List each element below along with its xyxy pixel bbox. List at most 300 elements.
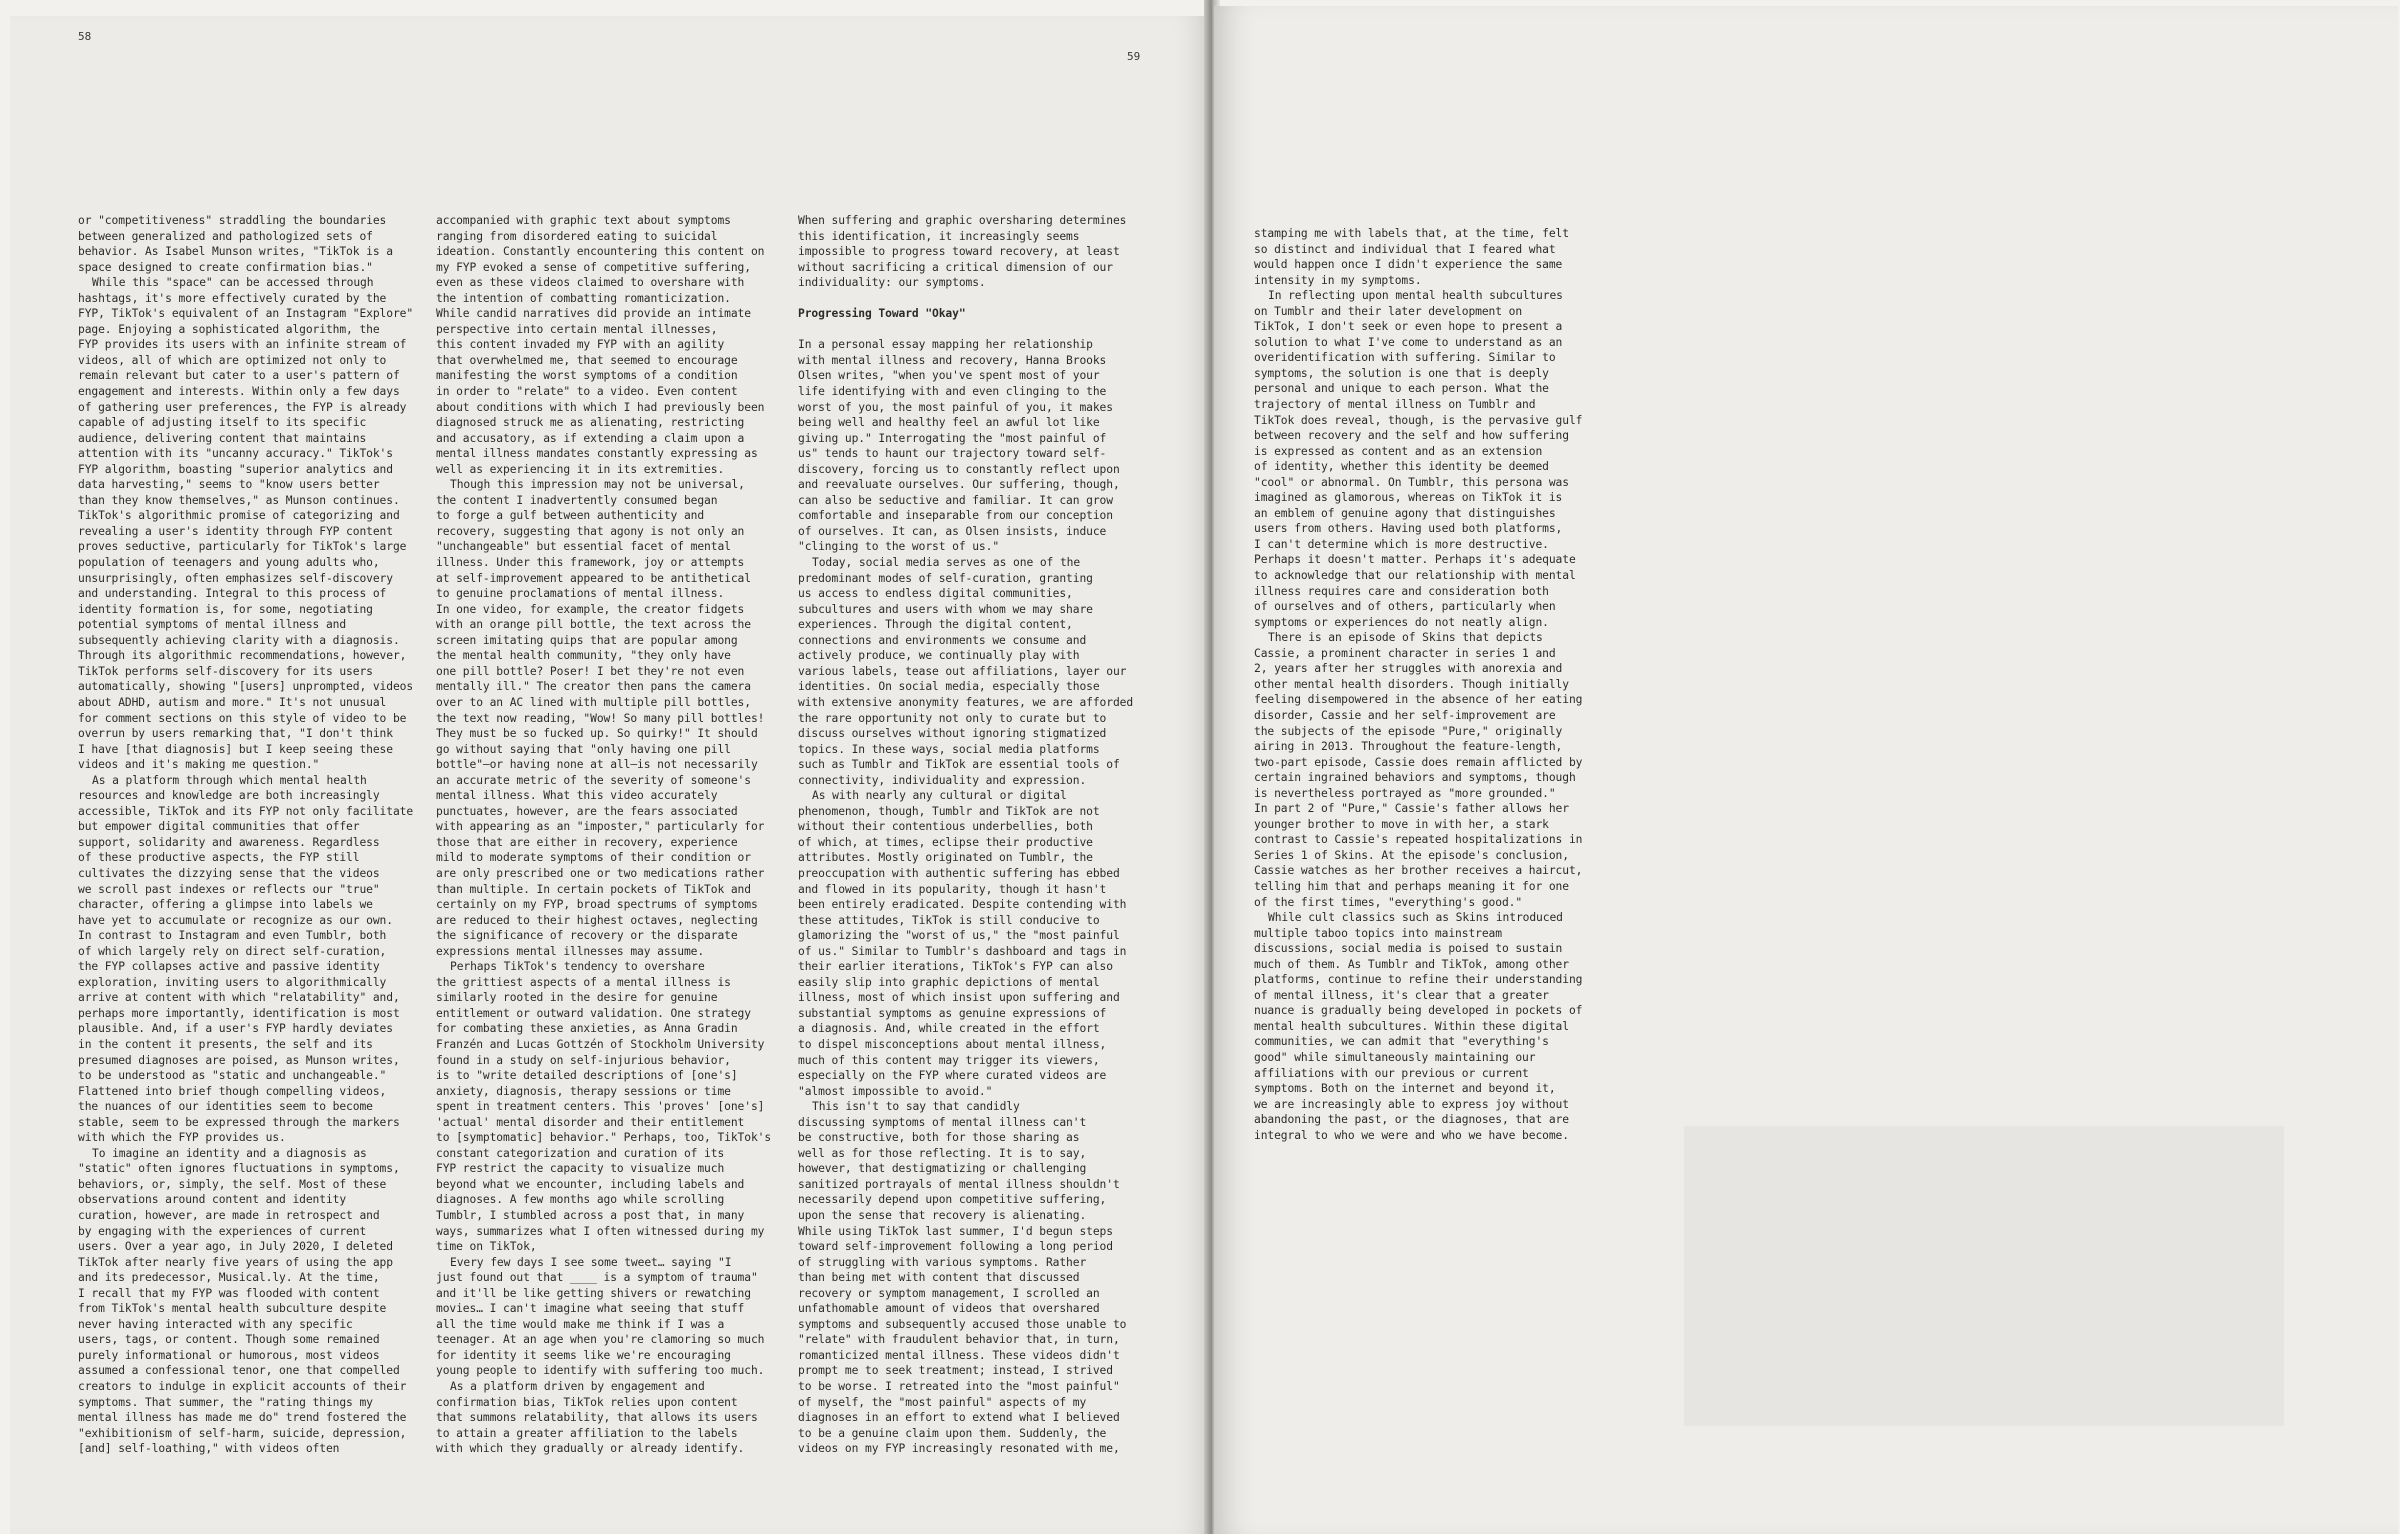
text-line: observations around content and identity xyxy=(78,1193,347,1207)
text-line: found in a study on self-injurious behavior, xyxy=(436,1053,731,1067)
text-line: movies… I can't imagine what seeing that stuff xyxy=(436,1302,745,1316)
text-line: of the first times, "everything's good." xyxy=(1254,895,1523,909)
text-line: remain relevant but cater to a user's pattern of xyxy=(78,369,400,383)
text-line: curation, however, are made in retrospect and xyxy=(78,1209,380,1222)
text-line: I recall that my FYP was flooded with content xyxy=(78,1286,380,1300)
text-line: these attitudes, TikTok is still conducive to xyxy=(798,913,1100,927)
text-line: time on TikTok, xyxy=(436,1240,537,1254)
text-line: ideation. Constantly encountering this content on xyxy=(436,245,765,259)
text-line: so distinct and individual that I feared what xyxy=(1254,242,1556,256)
text-line: of gathering user preferences, the FYP is already xyxy=(78,400,407,414)
text-line: abandoning the past, or the diagnoses, that are xyxy=(1254,1113,1569,1127)
text-line: about ADHD, autism and more." It's not unusual xyxy=(78,695,387,709)
paragraph-start-line: As a platform through which mental health xyxy=(92,773,367,787)
text-line: without sacrificing a critical dimension of our xyxy=(798,260,1113,274)
text-line: trajectory of mental illness on Tumblr and xyxy=(1254,398,1536,412)
text-line: disorder, Cassie and her self-improvement are xyxy=(1254,708,1556,722)
text-line: with which they gradually or already identify. xyxy=(436,1442,745,1456)
text-line: accompanied with graphic text about symptoms xyxy=(436,214,731,227)
text-line: diagnoses in an effort to extend what I believed xyxy=(798,1411,1120,1425)
text-line: to be a genuine claim upon them. Suddenly, the xyxy=(798,1426,1107,1440)
text-line: all the time would make me think if I was a xyxy=(436,1317,725,1331)
text-line: the text now reading, "Wow! So many pill bottles! xyxy=(436,711,765,725)
text-line: accessible, TikTok and its FYP not only facilitate xyxy=(78,804,414,818)
text-line: videos, all of which are optimized not only to xyxy=(78,353,387,367)
text-line: to be worse. I retreated into the "most painful" xyxy=(798,1380,1120,1394)
paragraph-start-line: There is an episode of Skins that depicts xyxy=(1268,631,1543,645)
text-line: behaviors, or, simply, the self. Most of these xyxy=(78,1177,387,1191)
text-line: proves seductive, particularly for TikTok's large xyxy=(78,540,407,554)
text-line: They must be so fucked up. So quirky!" It should xyxy=(436,727,758,741)
text-line: imagined as glamorous, whereas on TikTok it is xyxy=(1254,491,1563,505)
text-line: over to an AC lined with multiple pill bottles, xyxy=(436,695,751,709)
text-line: impossible to progress toward recovery, at least xyxy=(798,245,1120,259)
text-line: I have [that diagnosis] but I keep seeing these xyxy=(78,742,393,756)
text-line: the significance of recovery or the disparate xyxy=(436,929,738,943)
text-line: "exhibitionism of self-harm, suicide, depression, xyxy=(78,1426,407,1440)
text-line: subcultures and users with whom we may share xyxy=(798,602,1093,616)
text-line: individuality: our symptoms. xyxy=(798,276,986,290)
text-line: hashtags, it's more effectively curated by the xyxy=(78,291,387,305)
text-line: illness, most of which insist upon suffering and xyxy=(798,991,1120,1005)
text-line: certainly on my FYP, broad spectrums of symptoms xyxy=(436,898,758,912)
text-line: cultivates the dizzying sense that the videos xyxy=(78,866,380,880)
text-line: videos on my FYP increasingly resonated with me, xyxy=(798,1442,1120,1456)
text-line: that summons relatability, that allows its users xyxy=(436,1411,758,1425)
text-line: we scroll past indexes or reflects our "true" xyxy=(78,882,380,896)
text-line: and understanding. Integral to this process of xyxy=(78,587,387,601)
text-line: stable, seem to be expressed through the markers xyxy=(78,1115,400,1129)
text-line: toward self-improvement following a long period xyxy=(798,1240,1113,1254)
text-line: with appearing as an "imposter," particularly for xyxy=(436,820,765,834)
text-line: than they know themselves," as Munson continues. xyxy=(78,493,400,507)
text-line: from TikTok's mental health subculture despite xyxy=(78,1302,387,1316)
text-line: symptoms or experiences do not neatly align. xyxy=(1254,615,1549,629)
text-line: us access to endless digital communities, xyxy=(798,587,1073,601)
text-line: page. Enjoying a sophisticated algorithm, the xyxy=(78,322,380,336)
text-line: for comment sections on this style of video to be xyxy=(78,711,407,725)
text-line: support, solidarity and awareness. Regardless xyxy=(78,835,380,849)
text-line: the nuances of our identities seem to become xyxy=(78,1100,373,1114)
text-line: between recovery and the self and how suffering xyxy=(1254,429,1569,443)
paragraph-start-line: Perhaps TikTok's tendency to overshare xyxy=(450,960,705,974)
text-line: to [symptomatic] behavior." Perhaps, too, TikTok's xyxy=(436,1131,772,1145)
text-line: mental illness. What this video accurately xyxy=(436,789,718,803)
text-line: various labels, tease out affiliations, layer our xyxy=(798,664,1127,678)
paragraph-start-line: As a platform driven by engagement and xyxy=(450,1380,705,1394)
text-line: life identifying with and even clinging to the xyxy=(798,385,1107,399)
text-line: stamping me with labels that, at the time, felt xyxy=(1254,227,1569,240)
paragraph-start-line: Though this impression may not be universal, xyxy=(450,478,745,492)
text-line: mental illness mandates constantly expressing as xyxy=(436,447,758,461)
text-line: mental illness has made me do" trend fostered the xyxy=(78,1411,407,1425)
paragraph-start-line: This isn't to say that candidly xyxy=(812,1100,1020,1114)
text-line: than being met with content that discussed xyxy=(798,1271,1080,1285)
text-line: mentally ill." The creator then pans the camera xyxy=(436,680,751,694)
text-line: recovery, suggesting that agony is not only an xyxy=(436,524,745,538)
text-line: is to "write detailed descriptions of [one's] xyxy=(436,1069,738,1083)
text-line: purely informational or humorous, most videos xyxy=(78,1348,380,1362)
text-line: for identity it seems like we're encouraging xyxy=(436,1348,731,1362)
text-line: to dispel misconceptions about mental illness, xyxy=(798,1037,1107,1051)
text-line: FYP algorithm, boasting "superior analytics and xyxy=(78,462,393,476)
text-line: of us." Similar to Tumblr's dashboard and tags in xyxy=(798,944,1127,958)
text-line: nuance is gradually being developed in pockets of xyxy=(1254,1004,1583,1018)
text-line: perspective into certain mental illnesses, xyxy=(436,322,718,336)
text-line: discussions, social media is poised to sustain xyxy=(1254,942,1563,956)
text-line: multiple taboo topics into mainstream xyxy=(1254,926,1502,940)
text-line: attention with its "uncanny accuracy." TikTok's xyxy=(78,447,393,461)
text-line: revealing a user's identity through FYP content xyxy=(78,524,393,538)
text-line: one pill bottle? Poser! I bet they're not even xyxy=(436,664,745,678)
text-line: younger brother to move in with her, a stark xyxy=(1254,817,1549,831)
text-column-2 xyxy=(436,213,771,1457)
text-line: In contrast to Instagram and even Tumblr, both xyxy=(78,929,387,943)
text-line: a diagnosis. And, while created in the effort xyxy=(798,1022,1100,1036)
text-line: an accurate metric of the severity of someone's xyxy=(436,773,751,787)
text-line: illness. Under this framework, joy or attempts xyxy=(436,556,745,570)
text-line: my FYP evoked a sense of competitive suffering, xyxy=(436,260,751,274)
text-line: of ourselves. It can, as Olsen insists, induce xyxy=(798,524,1107,538)
text-line: feeling disempowered in the absence of her eating xyxy=(1254,693,1583,707)
text-line: symptoms. Both on the internet and beyond it, xyxy=(1254,1082,1556,1096)
text-line: in the content it presents, the self and its xyxy=(78,1037,373,1051)
text-line: TikTok performs self-discovery for its users xyxy=(78,664,373,678)
text-line: being well and healthy feel an awful lot like xyxy=(798,416,1100,430)
text-line: users, tags, or content. Though some remained xyxy=(78,1333,380,1347)
text-line: giving up." Interrogating the "most painful of xyxy=(798,431,1107,445)
text-line: well as experiencing it in its extremities. xyxy=(436,462,725,476)
text-line: assumed a confessional tenor, one that compelled xyxy=(78,1364,400,1378)
text-line: especially on the FYP where curated videos are xyxy=(798,1069,1107,1083)
text-line: In a personal essay mapping her relationship xyxy=(798,338,1093,352)
text-line: but empower digital communities that offer xyxy=(78,820,360,834)
text-line: When suffering and graphic oversharing determines xyxy=(798,214,1127,227)
text-line: to genuine proclamations of mental illness. xyxy=(436,587,725,601)
text-line: 'actual' mental disorder and their entitlement xyxy=(436,1115,745,1129)
section-heading: Progressing Toward "Okay" xyxy=(798,307,966,321)
text-line: illness requires care and consideration both xyxy=(1254,584,1549,598)
text-line: and accusatory, as if extending a claim upon a xyxy=(436,431,745,445)
text-line: creators to indulge in explicit accounts of their xyxy=(78,1380,407,1394)
text-line: of myself, the "most painful" aspects of my xyxy=(798,1395,1087,1409)
text-line: telling him that and perhaps meaning it for one xyxy=(1254,879,1569,893)
text-line xyxy=(798,322,1133,338)
text-line: beyond what we encounter, including labels and xyxy=(436,1177,745,1191)
text-line: is expressed as content and as an extension xyxy=(1254,444,1543,458)
text-line: even as these videos claimed to overshare with xyxy=(436,276,745,290)
text-line: capable of adjusting itself to its specific xyxy=(78,416,367,430)
page-number-left: 58 xyxy=(78,30,92,43)
text-line: symptoms and subsequently accused those unable to xyxy=(798,1317,1127,1331)
text-line: FYP, TikTok's equivalent of an Instagram "Explore" xyxy=(78,307,414,321)
text-line: the rare opportunity not only to curate but to xyxy=(798,711,1107,725)
text-line: affiliations with our previous or current xyxy=(1254,1066,1529,1080)
text-line: identity formation is, for some, negotiating xyxy=(78,602,373,616)
text-line: Olsen writes, "when you've spent most of your xyxy=(798,369,1100,383)
text-line: integral to who we were and who we have become. xyxy=(1254,1128,1569,1142)
text-line: to forge a gulf between authenticity and xyxy=(436,509,705,523)
text-line: arrive at content with which "relatability" and, xyxy=(78,991,400,1005)
text-line: would happen once I didn't experience the same xyxy=(1254,258,1563,272)
paragraph-start-line: Every few days I see some tweet… saying "I xyxy=(450,1255,732,1269)
text-line: automatically, showing "[users] unprompted, videos xyxy=(78,680,414,694)
text-line: recovery or symptom management, I scrolled an xyxy=(798,1286,1100,1300)
text-line: discuss ourselves without ignoring stigmatized xyxy=(798,727,1107,741)
text-line: go without saying that "only having one pill xyxy=(436,742,731,756)
text-line: other mental health disorders. Though initially xyxy=(1254,677,1569,691)
text-line: exploration, inviting users to algorithmically xyxy=(78,975,387,989)
text-line: similarly rooted in the desire for genuine xyxy=(436,991,718,1005)
text-line: behavior. As Isabel Munson writes, "TikTok is a xyxy=(78,245,393,259)
text-line: at self-improvement appeared to be antithetical xyxy=(436,571,751,585)
text-line: screen imitating quips that are popular among xyxy=(436,633,738,647)
paragraph-start-line: Today, social media serves as one of the xyxy=(812,556,1081,570)
text-line: discussing symptoms of mental illness can't xyxy=(798,1115,1087,1129)
text-line: airing in 2013. Throughout the feature-length, xyxy=(1254,740,1563,754)
text-line: with which the FYP provides us. xyxy=(78,1131,286,1145)
text-line: the intention of combatting romanticization. xyxy=(436,291,731,305)
paragraph-start-line: To imagine an identity and a diagnosis as xyxy=(92,1146,367,1160)
text-line: this identification, it increasingly seems xyxy=(798,229,1080,243)
text-line: been entirely eradicated. Despite contending with xyxy=(798,898,1127,912)
text-line: and flowed in its popularity, though it hasn't xyxy=(798,882,1107,896)
text-line: much of them. As Tumblr and TikTok, among other xyxy=(1254,957,1569,971)
text-line: experiences. Through the digital content, xyxy=(798,618,1073,632)
text-line: of mental illness, it's clear that a greater xyxy=(1254,988,1549,1002)
text-column-1 xyxy=(78,213,413,1457)
text-line: sanitized portrayals of mental illness shouldn't xyxy=(798,1177,1120,1191)
text-line: perhaps more importantly, identification is most xyxy=(78,1006,400,1020)
text-line: diagnoses. A few months ago while scrolling xyxy=(436,1193,725,1207)
text-line: character, offering a glimpse into labels we xyxy=(78,898,373,912)
text-line: an emblem of genuine agony that distinguishes xyxy=(1254,506,1556,520)
text-line: be constructive, both for those sharing as xyxy=(798,1131,1080,1145)
text-line: Franzén and Lucas Gottzén of Stockholm University xyxy=(436,1037,765,1051)
text-line: those that are either in recovery, experience xyxy=(436,835,738,849)
text-line: and reevaluate ourselves. Our suffering, though, xyxy=(798,478,1120,492)
text-line: space designed to create confirmation bias." xyxy=(78,260,373,274)
paragraph-start-line: While cult classics such as Skins introduced xyxy=(1268,911,1563,925)
text-line: In part 2 of "Pure," Cassie's father allows her xyxy=(1254,802,1569,816)
text-line: well as for those reflecting. It is to say, xyxy=(798,1146,1087,1160)
text-line: mental health subcultures. Within these digital xyxy=(1254,1019,1569,1033)
text-line: romanticized mental illness. These videos didn't xyxy=(798,1348,1120,1362)
text-line: us" tends to haunt our trajectory toward self- xyxy=(798,447,1107,461)
text-line: to be understood as "static and unchangeable." xyxy=(78,1069,387,1083)
text-line: users. Over a year ago, in July 2020, I deleted xyxy=(78,1240,393,1254)
text-line: can also be seductive and familiar. It can grow xyxy=(798,493,1113,507)
text-line: Through its algorithmic recommendations, however, xyxy=(78,649,407,663)
text-line: certain ingrained behaviors and symptoms, though xyxy=(1254,771,1576,785)
text-line: to attain a greater affiliation to the labels xyxy=(436,1426,738,1440)
text-line: Cassie watches as her brother receives a haircut, xyxy=(1254,864,1583,878)
text-line: users from others. Having used both platforms, xyxy=(1254,522,1563,536)
text-line: engagement and interests. Within only a few days xyxy=(78,385,400,399)
text-line: subsequently achieving clarity with a diagnosis. xyxy=(78,633,400,647)
text-line: audience, delivering content that maintains xyxy=(78,431,367,445)
text-line: data harvesting," seems to "know users better xyxy=(78,478,380,492)
text-line: overidentification with suffering. Similar to xyxy=(1254,351,1556,365)
text-line: In one video, for example, the creator fidgets xyxy=(436,602,745,616)
text-line: is nevertheless portrayed as "more grounded." xyxy=(1254,786,1556,800)
text-line: [and] self-loathing," with videos often xyxy=(78,1442,340,1456)
text-line: mild to moderate symptoms of their condition or xyxy=(436,851,751,865)
text-line: TikTok after nearly five years of using the app xyxy=(78,1255,393,1269)
text-line: easily slip into graphic depictions of mental xyxy=(798,975,1100,989)
text-line: their earlier iterations, TikTok's FYP can also xyxy=(798,960,1113,974)
text-line: worst of you, the most painful of you, it makes xyxy=(798,400,1113,414)
text-line: population of teenagers and young adults who, xyxy=(78,556,380,570)
text-line: entitlement or outward validation. One strategy xyxy=(436,1006,751,1020)
text-line: communities, we can admit that "everything's xyxy=(1254,1035,1549,1049)
text-line: of struggling with various symptoms. Rather xyxy=(798,1255,1087,1269)
text-line: While candid narratives did provide an intimate xyxy=(436,307,751,321)
text-line: upon the sense that recovery is alienating. xyxy=(798,1209,1087,1222)
text-line: this content invaded my FYP with an agility xyxy=(436,338,725,352)
text-line: with extensive anonymity features, we are afforded xyxy=(798,695,1134,709)
text-line: predominant modes of self-curation, granting xyxy=(798,571,1093,585)
text-line: presumed diagnoses are poised, as Munson writes, xyxy=(78,1053,400,1067)
text-line: Flattened into brief though compelling videos, xyxy=(78,1084,387,1098)
page-number-right: 59 xyxy=(1127,50,1141,63)
text-line: that overwhelmed me, that seemed to encourage xyxy=(436,353,738,367)
text-line: comfortable and inseparable from our conception xyxy=(798,509,1113,523)
text-line: FYP provides its users with an infinite stream of xyxy=(78,338,407,352)
text-line: I can't determine which is more destructive. xyxy=(1254,537,1549,551)
text-line: platforms, continue to refine their understanding xyxy=(1254,973,1583,987)
text-line: expressions mental illnesses may assume. xyxy=(436,944,705,958)
text-line: the mental health community, "they only have xyxy=(436,649,731,663)
text-line: Series 1 of Skins. At the episode's conclusion, xyxy=(1254,848,1569,862)
text-line xyxy=(798,291,1133,307)
text-line: actively produce, we continually play with xyxy=(798,649,1080,663)
text-line: with an orange pill bottle, the text across the xyxy=(436,618,751,632)
text-line: between generalized and pathologized sets of xyxy=(78,229,373,243)
text-line: on Tumblr and their later development on xyxy=(1254,304,1523,318)
text-line: unsurprisingly, often emphasizes self-discovery xyxy=(78,571,393,585)
text-line: personal and unique to each person. What the xyxy=(1254,382,1549,396)
text-line: symptoms, the solution is one that is deeply xyxy=(1254,366,1549,380)
text-line: attributes. Mostly originated on Tumblr, the xyxy=(798,851,1093,865)
text-line: the grittiest aspects of a mental illness is xyxy=(436,975,731,989)
text-line: discovery, forcing us to constantly reflect upon xyxy=(798,462,1120,476)
text-line: bottle"—or having none at all—is not necessarily xyxy=(436,758,758,772)
text-line: phenomenon, though, Tumblr and TikTok are not xyxy=(798,804,1100,818)
text-line: of which, at times, eclipse their productive xyxy=(798,835,1093,849)
text-line: solution to what I've come to understand as an xyxy=(1254,335,1563,349)
text-line: ways, summarizes what I often witnessed during my xyxy=(436,1224,765,1238)
text-line: glamorizing the "worst of us," the "most painful xyxy=(798,929,1120,943)
text-line: just found out that ____ is a symptom of trauma" xyxy=(436,1271,758,1285)
text-line: symptoms. That summer, the "rating things my xyxy=(78,1395,373,1409)
text-line: Cassie, a prominent character in series 1 and xyxy=(1254,646,1556,660)
text-line: confirmation bias, TikTok relies upon content xyxy=(436,1395,738,1409)
text-line: are only prescribed one or two medications rather xyxy=(436,866,765,880)
text-line: teenager. At an age when you're clamoring so much xyxy=(436,1333,765,1347)
text-line: much of this content may trigger its viewers, xyxy=(798,1053,1100,1067)
text-line: connections and environments we consume and xyxy=(798,633,1087,647)
text-line: in order to "relate" to a video. Even content xyxy=(436,385,738,399)
text-line: to acknowledge that our relationship with mental xyxy=(1254,569,1576,583)
text-line: "cool" or abnormal. On Tumblr, this persona was xyxy=(1254,475,1569,489)
text-line: TikTok's algorithmic promise of categorizing and xyxy=(78,509,400,523)
text-line: by engaging with the experiences of current xyxy=(78,1224,367,1238)
text-line: never having interacted with any specific xyxy=(78,1317,353,1331)
text-line: spent in treatment centers. This 'proves' [one's] xyxy=(436,1100,765,1114)
text-line: have yet to accumulate or recognize as our own. xyxy=(78,913,393,927)
text-line: the FYP collapses active and passive identity xyxy=(78,960,380,974)
text-line: about conditions with which I had previously been xyxy=(436,400,765,414)
text-line: of identity, whether this identity be deemed xyxy=(1254,460,1549,474)
text-line: contrast to Cassie's repeated hospitalizations in xyxy=(1254,833,1583,847)
text-line: "unchangeable" but essential facet of mental xyxy=(436,540,731,554)
text-line: connectivity, individuality and expression. xyxy=(798,773,1087,787)
text-line: anxiety, diagnosis, therapy sessions or time xyxy=(436,1084,731,1098)
text-line: unfathomable amount of videos that overshared xyxy=(798,1302,1100,1316)
text-line: and it'll be like getting shivers or rewatching xyxy=(436,1286,751,1300)
text-line: than multiple. In certain pockets of TikTok and xyxy=(436,882,751,896)
text-column-3 xyxy=(798,213,1133,1457)
text-line: "static" often ignores fluctuations in symptoms, xyxy=(78,1162,400,1176)
text-line: Perhaps it doesn't matter. Perhaps it's adequate xyxy=(1254,553,1576,567)
text-line: resources and knowledge are both increasingly xyxy=(78,789,380,803)
text-line: ranging from disordered eating to suicidal xyxy=(436,229,718,243)
text-line: of which largely rely on direct self-curation, xyxy=(78,944,387,958)
text-line: with mental illness and recovery, Hanna Brooks xyxy=(798,353,1107,367)
text-line: 2, years after her struggles with anorexia and xyxy=(1254,662,1563,676)
text-line: of ourselves and of others, particularly when xyxy=(1254,600,1556,614)
text-line: for combating these anxieties, as Anna Gradin xyxy=(436,1022,738,1036)
text-line: constant categorization and curation of its xyxy=(436,1146,725,1160)
paragraph-start-line: While this "space" can be accessed through xyxy=(92,276,374,290)
text-line: While using TikTok last summer, I'd begun steps xyxy=(798,1224,1113,1238)
text-line: plausible. And, if a user's FYP hardly deviates xyxy=(78,1022,393,1036)
text-line: young people to identify with suffering too much. xyxy=(436,1364,765,1378)
text-line: good" while simultaneously maintaining our xyxy=(1254,1050,1536,1064)
text-line: prompt me to seek treatment; instead, I strived xyxy=(798,1364,1113,1378)
text-line: however, that destigmatizing or challenging xyxy=(798,1162,1087,1176)
text-line: the subjects of the episode "Pure," originally xyxy=(1254,724,1563,738)
text-line: intensity in my symptoms. xyxy=(1254,273,1422,287)
text-line: without their contentious underbellies, both xyxy=(798,820,1093,834)
text-line: such as Tumblr and TikTok are essential tools of xyxy=(798,758,1120,772)
text-line: FYP restrict the capacity to visualize much xyxy=(436,1162,725,1176)
text-line: and its predecessor, Musical.ly. At the time, xyxy=(78,1271,380,1285)
text-line: or "competitiveness" straddling the boundaries xyxy=(78,214,387,227)
text-line: identities. On social media, especially those xyxy=(798,680,1100,694)
text-line: substantial symptoms as genuine expressions of xyxy=(798,1006,1107,1020)
text-line: "clinging to the worst of us." xyxy=(798,540,1000,554)
text-line: are reduced to their highest octaves, neglecting xyxy=(436,913,758,927)
text-line: overrun by users remarking that, "I don't think xyxy=(78,727,393,741)
text-line: TikTok does reveal, though, is the pervasive gulf xyxy=(1254,413,1583,427)
text-line: of these productive aspects, the FYP still xyxy=(78,851,360,865)
text-line: manifesting the worst symptoms of a condition xyxy=(436,369,738,383)
text-line: the content I inadvertently consumed began xyxy=(436,493,718,507)
paragraph-start-line: In reflecting upon mental health subcultures xyxy=(1268,289,1563,303)
paragraph-start-line: As with nearly any cultural or digital xyxy=(812,789,1067,803)
show-through-image xyxy=(1684,1126,2284,1426)
text-line: "almost impossible to avoid." xyxy=(798,1084,993,1098)
text-line: two-part episode, Cassie does remain afflicted by xyxy=(1254,755,1583,769)
text-line: preoccupation with authentic suffering has ebbed xyxy=(798,866,1120,880)
text-line: diagnosed struck me as alienating, restricting xyxy=(436,416,745,430)
text-line: punctuates, however, are the fears associated xyxy=(436,804,738,818)
text-line: Tumblr, I stumbled across a post that, in many xyxy=(436,1209,745,1222)
text-column-4 xyxy=(1254,226,1582,1143)
text-line: necessarily depend upon competitive suffering, xyxy=(798,1193,1107,1207)
